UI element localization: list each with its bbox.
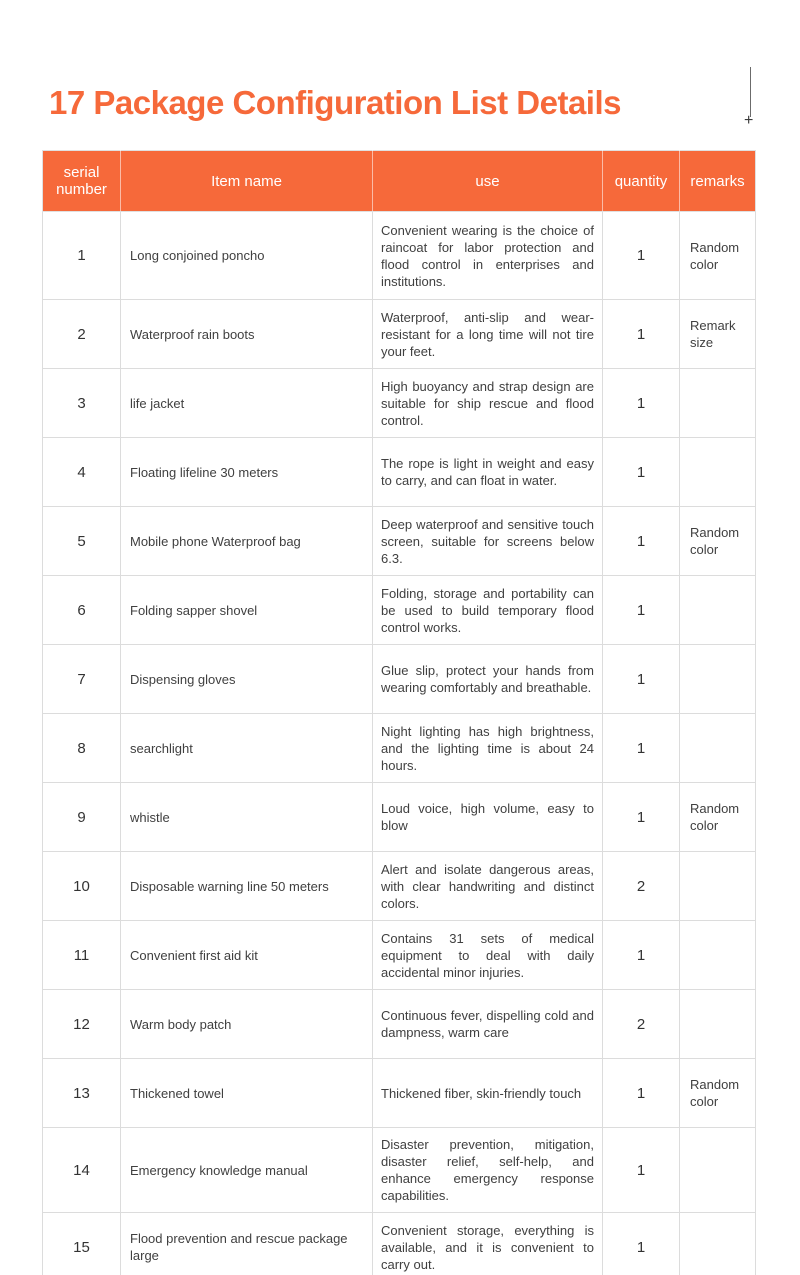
package-configuration-table <box>42 150 756 1275</box>
cell-remarks: Remark size <box>680 300 756 369</box>
page-title: 17 Package Configuration List Details <box>49 84 621 121</box>
cell-quantity: 1 <box>603 438 680 507</box>
table-row <box>43 1059 756 1128</box>
cell-use: High buoyancy and strap design are suitable for ship rescue and flood control. <box>373 369 603 438</box>
header-remarks: remarks <box>680 151 756 212</box>
cell-item: Long conjoined poncho <box>121 212 373 300</box>
table-body <box>43 212 756 1275</box>
table-row <box>43 507 756 576</box>
cell-quantity: 2 <box>603 990 680 1059</box>
cell-item: Convenient first aid kit <box>121 921 373 990</box>
table-row <box>43 300 756 369</box>
cell-quantity: 1 <box>603 1059 680 1128</box>
cell-item: Mobile phone Waterproof bag <box>121 507 373 576</box>
cell-serial: 8 <box>43 714 121 783</box>
table-row <box>43 852 756 921</box>
cell-remarks <box>680 921 756 990</box>
cell-serial: 1 <box>43 212 121 300</box>
cell-use: Convenient storage, everything is available, and it is convenient to carry out. <box>373 1213 603 1275</box>
header-row <box>43 151 756 212</box>
cell-remarks <box>680 645 756 714</box>
table-header <box>43 151 756 212</box>
cell-use: Night lighting has high brightness, and the lighting time is about 24 hours. <box>373 714 603 783</box>
cell-use: Alert and isolate dangerous areas, with clear handwriting and distinct colors. <box>373 852 603 921</box>
table-row <box>43 1128 756 1213</box>
cell-use: Folding, storage and portability can be used to build temporary flood control works. <box>373 576 603 645</box>
cell-quantity: 1 <box>603 714 680 783</box>
crosshair-plus-icon: + <box>744 112 754 129</box>
cell-serial: 3 <box>43 369 121 438</box>
cell-item: Warm body patch <box>121 990 373 1059</box>
table-row <box>43 1213 756 1275</box>
cell-quantity: 1 <box>603 921 680 990</box>
cell-item: Waterproof rain boots <box>121 300 373 369</box>
header-use: use <box>373 151 603 212</box>
cell-serial: 13 <box>43 1059 121 1128</box>
cell-remarks <box>680 1213 756 1275</box>
cell-quantity: 1 <box>603 212 680 300</box>
cell-remarks: Random color <box>680 507 756 576</box>
cell-serial: 5 <box>43 507 121 576</box>
table-row <box>43 714 756 783</box>
text-cursor-line <box>750 67 751 117</box>
header-item-name: Item name <box>121 151 373 212</box>
cell-use: Disaster prevention, mitigation, disaster relief, self-help, and enhance emergency response capabilities. <box>373 1128 603 1213</box>
cell-item: Flood prevention and rescue package large <box>121 1213 373 1275</box>
cell-use: The rope is light in weight and easy to carry, and can float in water. <box>373 438 603 507</box>
header-serial-number: serial number <box>43 151 121 212</box>
cell-item: life jacket <box>121 369 373 438</box>
cell-item: Dispensing gloves <box>121 645 373 714</box>
cell-remarks: Random color <box>680 1059 756 1128</box>
cell-serial: 4 <box>43 438 121 507</box>
table-row <box>43 369 756 438</box>
cell-remarks <box>680 990 756 1059</box>
cell-remarks <box>680 576 756 645</box>
cell-use: Glue slip, protect your hands from wearing comfortably and breathable. <box>373 645 603 714</box>
cell-remarks <box>680 1128 756 1213</box>
cell-quantity: 1 <box>603 576 680 645</box>
cell-quantity: 1 <box>603 645 680 714</box>
table-row <box>43 921 756 990</box>
cell-item: whistle <box>121 783 373 852</box>
cell-remarks: Random color <box>680 783 756 852</box>
cell-item: Disposable warning line 50 meters <box>121 852 373 921</box>
table-row <box>43 990 756 1059</box>
cell-use: Thickened fiber, skin-friendly touch <box>373 1059 603 1128</box>
cell-serial: 15 <box>43 1213 121 1275</box>
cell-use: Continuous fever, dispelling cold and dampness, warm care <box>373 990 603 1059</box>
cell-item: Floating lifeline 30 meters <box>121 438 373 507</box>
cell-remarks <box>680 714 756 783</box>
cell-remarks <box>680 438 756 507</box>
cell-use: Convenient wearing is the choice of raincoat for labor protection and flood control in enterprises and institutions. <box>373 212 603 300</box>
cell-quantity: 1 <box>603 1128 680 1213</box>
cell-serial: 6 <box>43 576 121 645</box>
cell-serial: 14 <box>43 1128 121 1213</box>
header-quantity: quantity <box>603 151 680 212</box>
cell-quantity: 1 <box>603 369 680 438</box>
table-row <box>43 783 756 852</box>
cell-item: searchlight <box>121 714 373 783</box>
cell-quantity: 2 <box>603 852 680 921</box>
table-row <box>43 212 756 300</box>
cell-item: Thickened towel <box>121 1059 373 1128</box>
cell-remarks <box>680 852 756 921</box>
cell-use: Deep waterproof and sensitive touch screen, suitable for screens below 6.3. <box>373 507 603 576</box>
cell-serial: 10 <box>43 852 121 921</box>
cell-quantity: 1 <box>603 783 680 852</box>
cell-remarks: Random color <box>680 212 756 300</box>
cell-quantity: 1 <box>603 1213 680 1275</box>
table-row <box>43 576 756 645</box>
cell-use: Loud voice, high volume, easy to blow <box>373 783 603 852</box>
cell-item: Emergency knowledge manual <box>121 1128 373 1213</box>
cell-use: Waterproof, anti-slip and wear-resistant for a long time will not tire your feet. <box>373 300 603 369</box>
cell-quantity: 1 <box>603 507 680 576</box>
cell-serial: 11 <box>43 921 121 990</box>
table-row <box>43 645 756 714</box>
table-row <box>43 438 756 507</box>
cell-item: Folding sapper shovel <box>121 576 373 645</box>
cell-serial: 2 <box>43 300 121 369</box>
cell-serial: 12 <box>43 990 121 1059</box>
cell-quantity: 1 <box>603 300 680 369</box>
cell-use: Contains 31 sets of medical equipment to deal with daily accidental minor injuries. <box>373 921 603 990</box>
cell-serial: 7 <box>43 645 121 714</box>
cell-remarks <box>680 369 756 438</box>
cell-serial: 9 <box>43 783 121 852</box>
